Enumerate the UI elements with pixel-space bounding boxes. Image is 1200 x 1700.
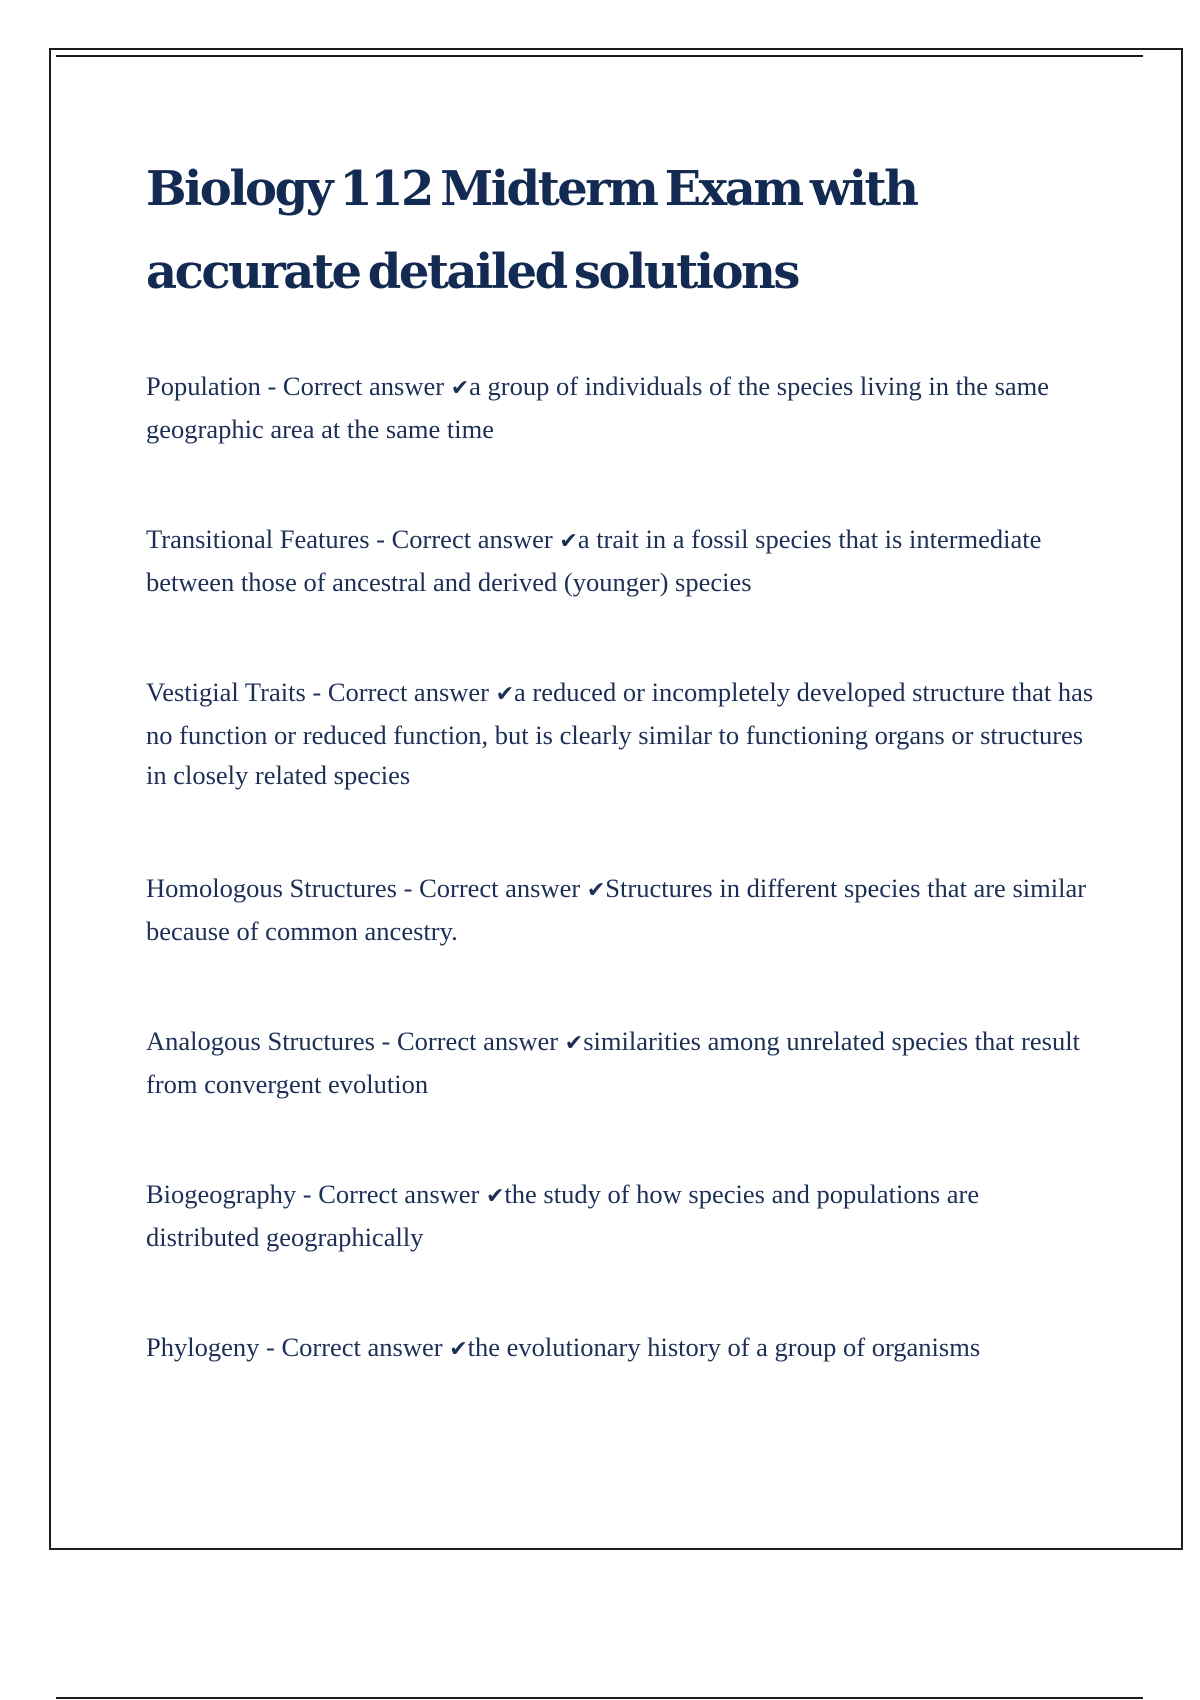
entry-definition: a group of individuals of the species living in the same geographic area at the same time — [146, 371, 1050, 444]
entry-label: Correct answer — [419, 873, 581, 903]
entry-definition: Structures in different species that are similar because of common ancestry. — [146, 873, 1087, 946]
check-icon: ✔ — [450, 376, 470, 401]
check-icon: ✔ — [495, 682, 515, 707]
entry-vestigial-traits: Vestigial Traits - Correct answer ✔a reduced or incompletely developed structure that has no function or reduced function, but is clearly similar to functioning organs or structures in closely related species — [146, 677, 1094, 790]
check-icon: ✔ — [449, 1337, 468, 1362]
entry-term: Analogous Structures — [146, 1026, 375, 1056]
entry-transitional-features: Transitional Features - Correct answer ✔a trait in a fossil species that is intermediate between those of ancestral and derived (younger) species — [146, 524, 1042, 597]
entry-label: Correct answer — [391, 524, 553, 554]
entry-homologous-structures: Homologous Structures - Correct answer ✔Structures in different species that are similar because of common ancestry. — [146, 873, 1087, 946]
entry-term: Vestigial Traits — [146, 677, 306, 707]
entry-analogous-structures: Analogous Structures - Correct answer ✔similarities among unrelated species that result from convergent evolution — [146, 1026, 1080, 1099]
entry-phylogeny: Phylogeny - Correct answer ✔the evolutionary history of a group of organisms — [146, 1332, 981, 1362]
check-icon: ✔ — [564, 1031, 584, 1056]
entry-population: Population - Correct answer ✔a group of individuals of the species living in the same geographic area at the same time — [146, 371, 1050, 444]
entry-definition: a reduced or incompletely developed structure that has no function or reduced function, but is clearly similar to functioning organs or structures in closely related species — [146, 677, 1094, 790]
entry-label: Correct answer — [318, 1179, 480, 1209]
entry-biogeography: Biogeography - Correct answer ✔the study of how species and populations are distributed geographically — [146, 1179, 980, 1252]
entry-label: Correct answer — [327, 677, 489, 707]
entry-term: Phylogeny — [146, 1332, 260, 1362]
check-icon: ✔ — [586, 878, 606, 903]
entry-label: Correct answer — [282, 371, 445, 401]
entry-term: Biogeography — [146, 1179, 297, 1209]
bottom-rule — [56, 1697, 1143, 1699]
entry-definition: similarities among unrelated species that result from convergent evolution — [146, 1026, 1080, 1099]
entry-label: Correct answer — [396, 1026, 559, 1056]
check-icon: ✔ — [485, 1184, 505, 1209]
entry-definition: a trait in a fossil species that is intermediate between those of ancestral and derived (younger) species — [146, 524, 1042, 597]
entry-definition: the study of how species and populations are distributed geographically — [146, 1179, 980, 1252]
top-rule — [56, 55, 1143, 57]
check-icon: ✔ — [559, 529, 578, 554]
entry-term: Population — [146, 371, 261, 401]
document-title: Biology 112 Midterm Exam with accurate detailed solutions — [146, 161, 917, 300]
entry-label: Correct answer — [281, 1332, 443, 1362]
entry-term: Transitional Features — [146, 524, 370, 554]
entry-term: Homologous Structures — [146, 873, 397, 903]
entry-definition: the evolutionary history of a group of organisms — [467, 1332, 981, 1362]
